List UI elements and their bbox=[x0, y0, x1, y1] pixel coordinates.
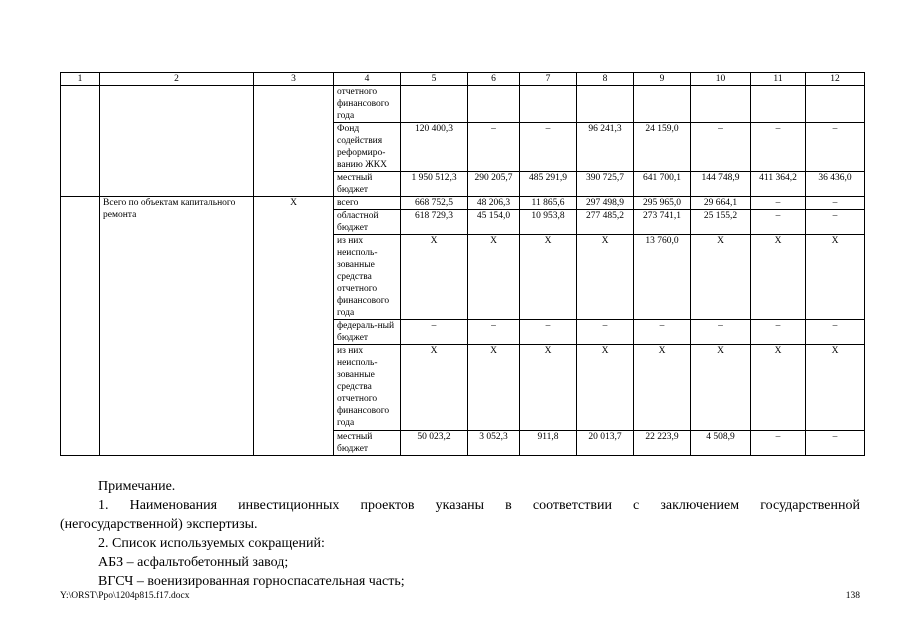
abbreviation-item: АБЗ – асфальтобетонный завод; bbox=[98, 555, 289, 570]
value-cell: Х bbox=[520, 345, 577, 431]
row-cell-empty bbox=[61, 197, 100, 456]
abbreviation-item: ВГСЧ – военизированная горноспасательная часть; bbox=[98, 574, 405, 589]
value-cell: Х bbox=[468, 235, 520, 320]
value-cell: – bbox=[401, 320, 468, 345]
source-label: местный бюджет bbox=[334, 172, 401, 197]
column-number: 2 bbox=[100, 73, 254, 86]
row-cell-empty bbox=[100, 86, 254, 197]
value-cell: 641 700,1 bbox=[634, 172, 691, 197]
value-cell: Х bbox=[577, 345, 634, 431]
value-cell: – bbox=[634, 320, 691, 345]
value-cell: – bbox=[520, 123, 577, 172]
value-cell: Х bbox=[401, 345, 468, 431]
value-cell: 277 485,2 bbox=[577, 210, 634, 235]
value-cell: 144 748,9 bbox=[691, 172, 751, 197]
value-cell bbox=[634, 86, 691, 123]
value-cell bbox=[806, 86, 865, 123]
column-number: 12 bbox=[806, 73, 865, 86]
column-number: 1 bbox=[61, 73, 100, 86]
source-label: из них неисполь-зованные средства отчетного финансового года bbox=[334, 235, 401, 320]
source-label: Фонд содействия реформиро-ванию ЖКХ bbox=[334, 123, 401, 172]
column-number: 6 bbox=[468, 73, 520, 86]
value-cell: 485 291,9 bbox=[520, 172, 577, 197]
column-number: 4 bbox=[334, 73, 401, 86]
value-cell: Х bbox=[691, 345, 751, 431]
column-number-row bbox=[61, 73, 865, 86]
source-label: федераль-ный бюджет bbox=[334, 320, 401, 345]
column-number: 5 bbox=[401, 73, 468, 86]
value-cell: – bbox=[751, 210, 806, 235]
value-cell bbox=[691, 86, 751, 123]
value-cell: – bbox=[806, 197, 865, 210]
value-cell: 25 155,2 bbox=[691, 210, 751, 235]
value-cell: 22 223,9 bbox=[634, 431, 691, 456]
value-cell: – bbox=[691, 123, 751, 172]
value-cell: – bbox=[468, 320, 520, 345]
value-cell bbox=[577, 86, 634, 123]
row-cell-empty bbox=[61, 86, 100, 197]
value-cell: – bbox=[806, 123, 865, 172]
value-cell: – bbox=[751, 197, 806, 210]
value-cell: – bbox=[806, 210, 865, 235]
value-cell: – bbox=[577, 320, 634, 345]
value-cell: 13 760,0 bbox=[634, 235, 691, 320]
value-cell: Х bbox=[634, 345, 691, 431]
page-number: 138 bbox=[845, 591, 860, 601]
value-cell bbox=[468, 86, 520, 123]
value-cell: Х bbox=[691, 235, 751, 320]
column-number: 11 bbox=[751, 73, 806, 86]
column-number: 3 bbox=[254, 73, 334, 86]
value-cell: Х bbox=[806, 345, 865, 431]
note-item-1: 1. Наименования инвестиционных проектов указаны в соответствии с заключением государственной bbox=[98, 498, 860, 513]
value-cell: 273 741,1 bbox=[634, 210, 691, 235]
value-cell: 290 205,7 bbox=[468, 172, 520, 197]
value-cell bbox=[751, 86, 806, 123]
value-cell: 411 364,2 bbox=[751, 172, 806, 197]
value-cell: – bbox=[806, 431, 865, 456]
value-cell: 297 498,9 bbox=[577, 197, 634, 210]
value-cell: 911,8 bbox=[520, 431, 577, 456]
value-cell: 4 508,9 bbox=[691, 431, 751, 456]
row-cell-empty bbox=[254, 86, 334, 197]
value-cell: – bbox=[806, 320, 865, 345]
value-cell: 3 052,3 bbox=[468, 431, 520, 456]
source-label: всего bbox=[334, 197, 401, 210]
value-cell: 20 013,7 bbox=[577, 431, 634, 456]
value-cell: 29 664,1 bbox=[691, 197, 751, 210]
object-name: Всего по объектам капитального ремонта bbox=[100, 197, 254, 456]
value-cell: 295 965,0 bbox=[634, 197, 691, 210]
value-cell: – bbox=[468, 123, 520, 172]
value-cell: – bbox=[751, 123, 806, 172]
file-path: Y:\ORST\Ppo\1204p815.f17.docx bbox=[60, 591, 190, 601]
value-cell: – bbox=[751, 320, 806, 345]
source-label: местный бюджет bbox=[334, 431, 401, 456]
source-label: отчетного финансового года bbox=[334, 86, 401, 123]
value-cell: 1 950 512,3 bbox=[401, 172, 468, 197]
column3-mark: Х bbox=[254, 197, 334, 456]
value-cell: 48 206,3 bbox=[468, 197, 520, 210]
table-row bbox=[61, 197, 865, 210]
value-cell: 618 729,3 bbox=[401, 210, 468, 235]
value-cell: Х bbox=[751, 345, 806, 431]
value-cell: 120 400,3 bbox=[401, 123, 468, 172]
value-cell: 11 865,6 bbox=[520, 197, 577, 210]
table-row bbox=[61, 86, 865, 123]
value-cell: 10 953,8 bbox=[520, 210, 577, 235]
note-item-2: 2. Список используемых сокращений: bbox=[98, 536, 325, 551]
source-label: областной бюджет bbox=[334, 210, 401, 235]
value-cell: Х bbox=[401, 235, 468, 320]
value-cell: 36 436,0 bbox=[806, 172, 865, 197]
value-cell bbox=[401, 86, 468, 123]
value-cell: 390 725,7 bbox=[577, 172, 634, 197]
value-cell: 96 241,3 bbox=[577, 123, 634, 172]
value-cell: 45 154,0 bbox=[468, 210, 520, 235]
value-cell: – bbox=[691, 320, 751, 345]
value-cell: 50 023,2 bbox=[401, 431, 468, 456]
column-number: 10 bbox=[691, 73, 751, 86]
value-cell: Х bbox=[468, 345, 520, 431]
source-label: из них неисполь-зованные средства отчетного финансового года bbox=[334, 345, 401, 431]
value-cell: Х bbox=[577, 235, 634, 320]
notes-section bbox=[60, 477, 860, 591]
value-cell: Х bbox=[806, 235, 865, 320]
column-number: 9 bbox=[634, 73, 691, 86]
value-cell: Х bbox=[520, 235, 577, 320]
value-cell: 668 752,5 bbox=[401, 197, 468, 210]
value-cell: – bbox=[520, 320, 577, 345]
note-item-1-continuation: (негосударственной) экспертизы. bbox=[60, 517, 258, 532]
column-number: 8 bbox=[577, 73, 634, 86]
value-cell: – bbox=[751, 431, 806, 456]
notes-title: Примечание. bbox=[98, 479, 176, 494]
value-cell: 24 159,0 bbox=[634, 123, 691, 172]
budget-table bbox=[60, 72, 865, 456]
value-cell bbox=[520, 86, 577, 123]
column-number: 7 bbox=[520, 73, 577, 86]
value-cell: Х bbox=[751, 235, 806, 320]
